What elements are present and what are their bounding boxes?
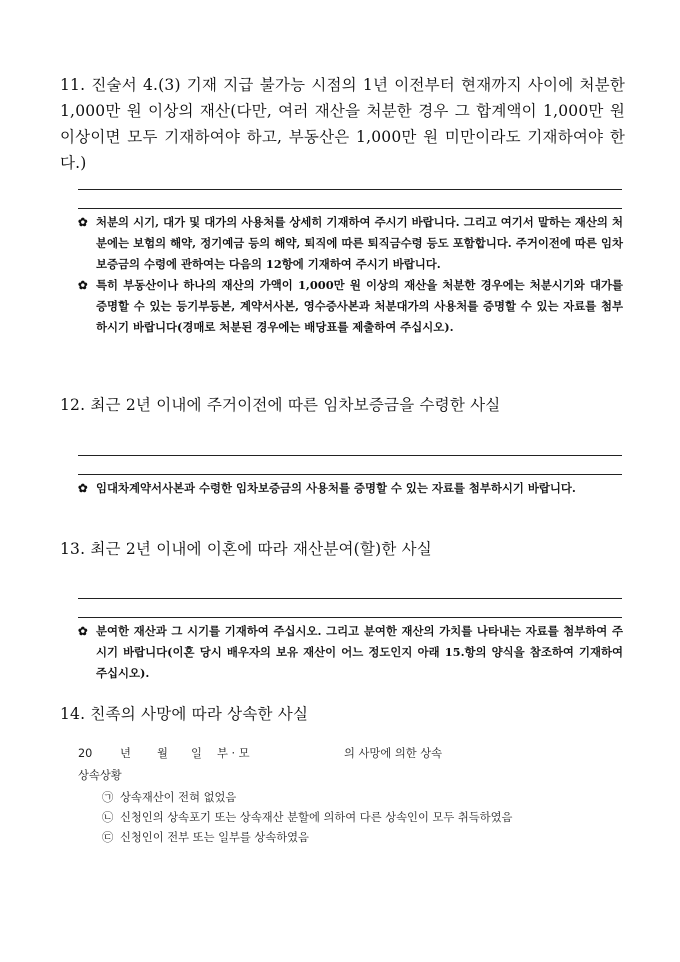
section-11-heading: 11. 진술서 4.(3) 기재 지급 불가능 시점의 1년 이전부터 현재까지 사이에 처분한 1,000만 원 이상의 재산(다만, 여러 재산을 처분한 경우 그 합계액이 1,000만 원 이상이면 모두 기재하여야 하고, 부동산은 1,000만 원 미만이라도 기재하여야 한다.) <box>60 76 625 172</box>
section-11-answer-line-2[interactable] <box>78 208 622 209</box>
inheritance-status-label: 상속상황 <box>78 769 122 782</box>
note-star-icon: ✿ <box>78 624 88 638</box>
date-month-label: 월 <box>157 747 168 760</box>
section-11-answer-line-1[interactable] <box>78 189 622 190</box>
section-12-note-item <box>78 478 623 499</box>
date-day-label: 일 <box>191 747 202 760</box>
section-13-note <box>78 621 623 684</box>
note-text: 처분의 시기, 대가 및 대가의 사용처를 상세히 기재하여 주시기 바랍니다. 그리고 여기서 말하는 재산의 처분에는 보험의 해약, 정기예금 등의 해약, 퇴직에 따른 퇴직금수령 등도 포함합니다. 주거이전에 따른 임차보증금의 수령에 관하여는 다음의 12항에 기재하여 주시기 바랍니다. <box>96 215 623 271</box>
section-13-heading: 13. 최근 2년 이내에 이혼에 따라 재산분여(할)한 사실 <box>60 540 432 558</box>
section-11-notes <box>78 212 623 338</box>
note-text: 임대차계약서사본과 수령한 임차보증금의 사용처를 증명할 수 있는 자료를 첨부하시기 바랍니다. <box>96 481 576 495</box>
date-century: 20 <box>78 747 93 760</box>
section-12-heading: 12. 최근 2년 이내에 주거이전에 따른 임차보증금을 수령한 사실 <box>60 396 501 414</box>
section-11-note-2 <box>78 275 623 338</box>
option-marker[interactable]: ㉢ <box>102 831 114 844</box>
option-text: 상속재산이 전혀 없었음 <box>120 791 237 804</box>
date-year-label: 년 <box>120 747 131 760</box>
section-13-answer-line-1[interactable] <box>78 598 622 599</box>
section-11-note-1 <box>78 212 623 275</box>
option-text: 신청인의 상속포기 또는 상속재산 분할에 의하여 다른 상속인이 모두 취득하였음 <box>120 811 513 824</box>
note-star-icon: ✿ <box>78 278 88 292</box>
section-12-note <box>78 478 623 499</box>
section-12-answer-line-1[interactable] <box>78 455 622 456</box>
inheritance-suffix: 의 사망에 의한 상속 <box>344 747 443 760</box>
note-text: 분여한 재산과 그 시기를 기재하여 주십시오. 그리고 분여한 재산의 가치를 나타내는 자료를 첨부하여 주시기 바랍니다(이혼 당시 배우자의 보유 재산이 어느 정도인지 아래 15.항의 양식을 참조하여 기재하여 주십시오). <box>96 624 623 680</box>
section-14-heading: 14. 친족의 사망에 따라 상속한 사실 <box>60 705 309 723</box>
note-star-icon: ✿ <box>78 215 88 229</box>
note-text: 특히 부동산이나 하나의 재산의 가액이 1,000만 원 이상의 재산을 처분한 경우에는 처분시기와 대가를 증명할 수 있는 등기부등본, 계약서사본, 영수증사본과 처분대가의 사용처를 증명할 수 있는 자료를 첨부하시기 바랍니다(경매로 처분된 경우에는 배당표를 제출하여 주십시오). <box>96 278 623 334</box>
option-text: 신청인이 전부 또는 일부를 상속하였음 <box>120 831 309 844</box>
section-13-answer-line-2[interactable] <box>78 617 622 618</box>
section-13-note-item <box>78 621 623 684</box>
section-12-answer-line-2[interactable] <box>78 474 622 475</box>
relation-label: 부 · 모 <box>217 747 250 760</box>
note-star-icon: ✿ <box>78 481 88 495</box>
option-marker[interactable]: ㉠ <box>102 791 114 804</box>
option-marker[interactable]: ㉡ <box>102 811 114 824</box>
